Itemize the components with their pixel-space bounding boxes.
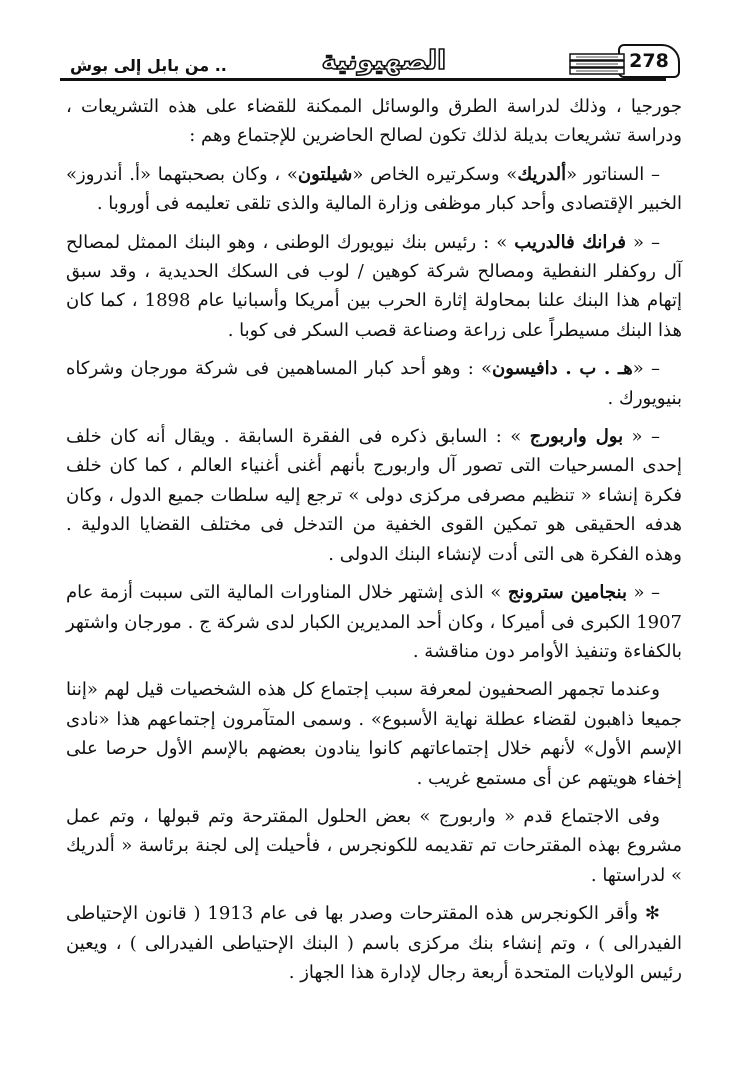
paragraph-p5 — [66, 422, 682, 569]
text-segment: جورجيا ، وذلك لدراسة الطرق والوسائل الممكنة للقضاء على هذه التشريعات ، ودراسة تشريعات بديلة لذلك تكون لصالح الحاضرين للإجتماع وهم : — [66, 96, 682, 147]
paragraph-p1 — [66, 92, 682, 151]
text-segment: – « — [623, 426, 660, 448]
person-name: فرانك فالدريب — [514, 231, 626, 253]
text-segment: » ، وكان بصحبتهما «أ. أندروز» الخبير الإقتصادى وأحد كبار موظفى وزارة المالية والذى تلقى تعليمه فى أوروبا . — [66, 163, 682, 215]
text-segment: » : السابق ذكره فى الفقرة السابقة . ويقال أنه كان خلف إحدى المسرحيات التى تصور آل واربورج بأنهم أغنى أغنياء العالم ، كما كان خلف فكرة إنشاء « تنظيم مصرفى مركزى دولى » ترجع إليه سلطات جميع الدول ، وكان هدفه الحقيقى هو تمكين القوى الخفية من التدخل فى مختلف القضايا الدولية . وهذه الفكرة هى التى أدت لإنشاء البنك الدولى . — [66, 426, 682, 565]
paragraph-p3 — [66, 228, 682, 346]
text-segment: – « — [632, 358, 660, 380]
paragraph-p9 — [66, 899, 682, 987]
text-segment: – « — [626, 582, 661, 604]
book-stack-icon — [568, 50, 626, 78]
person-name: بنجامين سترونج — [507, 582, 627, 604]
book-title: الصهيونية — [321, 46, 446, 76]
text-segment: » : وهو أحد كبار المساهمين فى شركة مورجان وشركاه بنيويورك . — [66, 358, 682, 409]
text-segment: » الذى إشتهر خلال المناورات المالية التى سببت أزمة عام 1907 الكبرى فى أميركا ، وكان أحد المديرين الكبار لدى شركة ج . مورجان واشتهر بالكفاءة وتنفيذ الأوامر دون مناقشة . — [66, 582, 682, 662]
page-header — [0, 0, 746, 96]
paragraph-p8 — [66, 802, 682, 890]
page-number-badge — [618, 44, 680, 78]
person-name: ألدريك — [517, 163, 567, 185]
person-name: بول واربورج — [529, 426, 624, 448]
text-segment: » وسكرتيره الخاص « — [352, 163, 518, 185]
text-segment: وفى الاجتماع قدم « واربورج » بعض الحلول المقترحة وتم قبولها ، وتم عمل مشروع بهذه المقترحات تم تقديمه للكونجرس ، فأحيلت إلى لجنة برئاسة « ألدريك » لدراستها . — [66, 805, 682, 886]
text-segment: ✻ وأقر الكونجرس هذه المقترحات وصدر بها فى عام 1913 ( قانون الإحتياطى الفيدرالى ) ، وتم إنشاء بنك مركزى باسم ( البنك الإحتياطى الفيدرالى ) ، ويعين رئيس الولايات المتحدة أربعة رجال لإدارة هذا الجهاز . — [66, 903, 682, 983]
text-segment: – السناتور « — [566, 163, 661, 185]
book-subtitle: .. من بابل إلى بوش — [70, 56, 227, 75]
person-name: هـ . ب . دافيسون — [491, 358, 633, 380]
paragraph-p7 — [66, 675, 682, 793]
page-number: 278 — [629, 50, 669, 72]
page-body — [66, 92, 682, 996]
text-segment: » : رئيس بنك نيويورك الوطنى ، وهو البنك الممثل لمصالح آل روكفلر النفطية ومصالح شركة كوهين / لوب فى السكك الحديدية ، وقد سبق إتهام هذا البنك علنا بمحاولة إثارة الحرب بين أمريكا وأسبانيا عام 1898 ، كما كان هذا البنك مسيطراً على زراعة وصناعة قصب السكر فى كوبا . — [66, 231, 682, 341]
text-segment: – « — [625, 231, 660, 253]
paragraph-p2 — [66, 160, 682, 219]
paragraph-p6 — [66, 578, 682, 666]
person-name: شيلتون — [297, 163, 353, 185]
text-segment: وعندما تجمهر الصحفيون لمعرفة سبب إجتماع كل هذه الشخصيات قيل لهم «إننا جميعا ذاهبون لقضاء عطلة نهاية الأسبوع» . وسمى المتآمرون إجتماعهم هذا «نادى الإسم الأول» لأنهم خلال إجتماعاتهم كانوا ينادون بعضهم بالإسم الأول حرصا على إخفاء هويتهم عن أى مستمع غريب . — [66, 679, 682, 789]
paragraph-p4 — [66, 354, 682, 413]
header-divider — [60, 78, 666, 81]
